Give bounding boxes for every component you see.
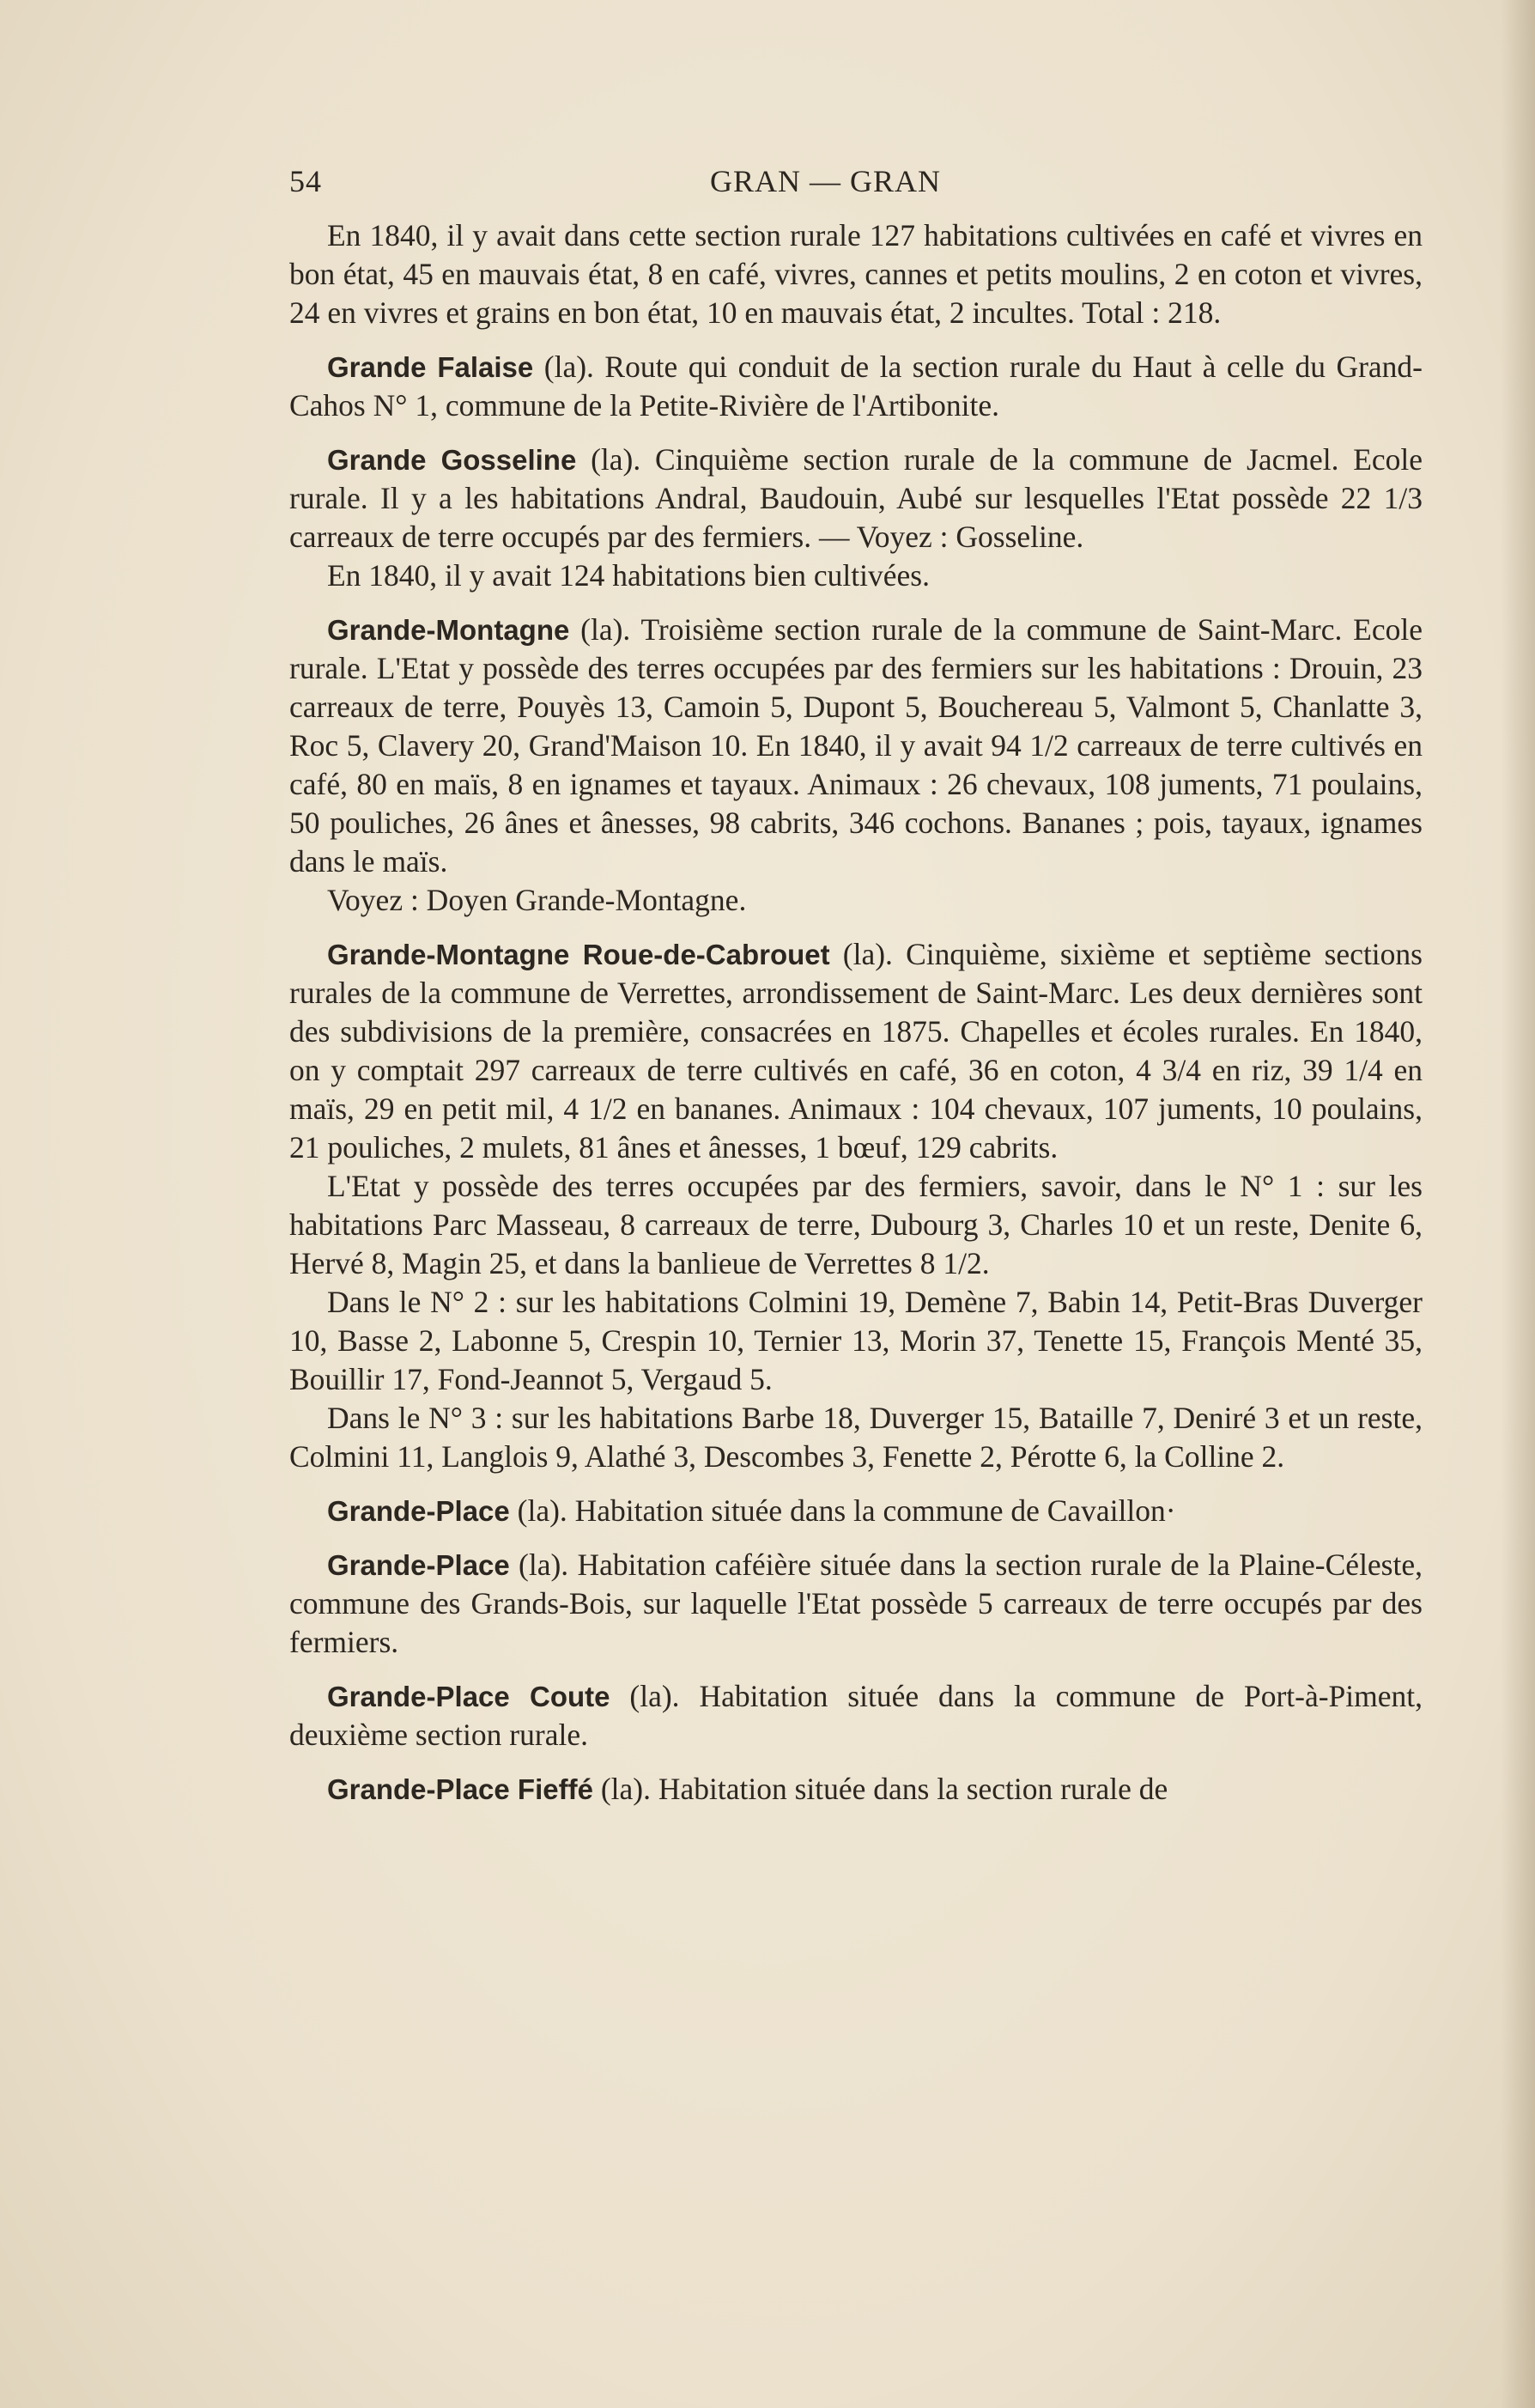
page-edge-shadow [1501, 0, 1535, 2408]
entry-text: Cinquième section rurale de la commune de Jacmel. Ecole rurale. Il y a les habitations Andral, Baudouin, Aubé sur lesquelles l'Etat possède 22 1/3 carreaux de terre occupés par des fermiers. — Voyez : Gosseline. [289, 442, 1423, 554]
entry-grande-place-coute [289, 1677, 1423, 1754]
entry-text: Route qui conduit de la section rurale du Haut à celle du Grand-Cahos N° 1, commune de la Petite-Rivière de l'Artibonite. [289, 350, 1423, 423]
entry-text: Cinquième, sixième et septième sections rurales de la commune de Verrettes, arrondissement de Saint-Marc. Les deux dernières sont des subdivisions de la première, consacrées en 1875. Chapelles et écoles rurales. En 1840, on y comptait 297 carreaux de terre cultivés en café, 36 en coton, 4 3/4 en riz, 39 1/4 en maïs, 29 en petit mil, 4 1/2 en bananes. Animaux : 104 chevaux, 107 juments, 10 poulains, 21 pouliches, 2 mulets, 81 ânes et ânesses, 1 bœuf, 129 cabrits. [289, 937, 1423, 1164]
headword-article: (la). [509, 1493, 567, 1528]
entry-grande-gosseline [289, 441, 1423, 595]
paragraph: Dans le N° 2 : sur les habitations Colmini 19, Demène 7, Babin 14, Petit-Bras Duverger 10, Basse 2, Labonne 5, Crespin 10, Ternier 13, Morin 37, Tenette 15, François Menté 35, Bouillir 17, Fond-Jeannot 5, Vergaud 5. [289, 1285, 1423, 1396]
entry-text: Habitation située dans la commune de Port-à-Piment, deuxième section rurale. [289, 1679, 1423, 1752]
paragraph [289, 348, 1423, 425]
running-head: GRAN — GRAN [710, 164, 942, 198]
headword: Grande-Place Fieffé [327, 1773, 593, 1805]
page-number: 54 [289, 164, 322, 198]
headword: Grande-Place Coute [327, 1681, 610, 1712]
paragraph: L'Etat y possède des terres occupées par des fermiers, savoir, dans le N° 1 : sur les habitations Parc Masseau, 8 carreaux de terre, Dubourg 3, Charles 10 et un reste, Denite 6, Hervé 8, Magin 25, et dans la banlieue de Verrettes 8 1/2. [289, 1169, 1423, 1280]
entry-grande-montagne-roue-de-cabrouet [289, 935, 1423, 1476]
headword: Grande-Place [327, 1495, 510, 1527]
paragraph: En 1840, il y avait dans cette section rurale 127 habitations cultivées en café et vivres en bon état, 45 en mauvais état, 8 en café, vivres, cannes et petits moulins, 2 en coton et vivres, 24 en vivres et grains en bon état, 10 en mauvais état, 2 incultes. Total : 218. [289, 218, 1423, 330]
headword-article: (la). [576, 442, 641, 477]
paragraph [289, 1546, 1423, 1662]
paragraph [289, 611, 1423, 881]
headword: Grande Falaise [327, 351, 534, 383]
entry-continuation [289, 216, 1423, 332]
entry-grande-place-grands-bois [289, 1546, 1423, 1662]
headword: Grande-Montagne [327, 614, 570, 646]
entry-text: Habitation située dans la commune de Cavaillon· [567, 1493, 1176, 1528]
paragraph [289, 1492, 1423, 1530]
paragraph: Dans le N° 3 : sur les habitations Barbe 18, Duverger 15, Bataille 7, Deniré 3 et un reste, Colmini 11, Langlois 9, Alathé 3, Descombes 3, Fenette 2, Pérotte 6, la Colline 2. [289, 1401, 1423, 1474]
headword: Grande-Place [327, 1549, 510, 1581]
entry-grande-place-fieffe [289, 1770, 1423, 1809]
headword-article: (la). [610, 1679, 680, 1713]
entry-grande-montagne [289, 611, 1423, 920]
headword-article: (la). [509, 1548, 569, 1582]
headword-article: (la). [829, 937, 893, 971]
paragraph [289, 935, 1423, 1167]
paragraph: En 1840, il y avait 124 habitations bien cultivées. [327, 558, 930, 593]
entry-text: Habitation située dans la section rurale de [650, 1772, 1168, 1806]
headword-article: (la). [569, 612, 631, 647]
paragraph: Voyez : Doyen Grande-Montagne. [327, 883, 747, 917]
paragraph [289, 1677, 1423, 1754]
paragraph [289, 1770, 1423, 1809]
headword: Grande Gosseline [327, 444, 577, 476]
page-body [289, 216, 1423, 1824]
page-header [289, 163, 1423, 198]
headword-article: (la). [592, 1772, 651, 1806]
headword: Grande-Montagne Roue-de-Cabrouet [327, 939, 830, 970]
headword-article: (la). [533, 350, 594, 384]
paragraph [289, 441, 1423, 556]
entry-grande-place-cavaillon [289, 1492, 1423, 1530]
entry-text: Troisième section rurale de la commune de Saint-Marc. Ecole rurale. L'Etat y possède des terres occupées par des fermiers sur les habitations : Drouin, 23 carreaux de terre, Pouyès 13, Camoin 5, Dupont 5, Bouchereau 5, Valmont 5, Chanlatte 3, Roc 5, Clavery 20, Grand'Maison 10. En 1840, il y avait 94 1/2 carreaux de terre cultivés en café, 80 en maïs, 8 en ignames et tayaux. Animaux : 26 chevaux, 108 juments, 71 poulains, 50 pouliches, 26 ânes et ânesses, 98 cabrits, 346 cochons. Bananes ; pois, tayaux, ignames dans le maïs. [289, 612, 1423, 879]
entry-grande-falaise [289, 348, 1423, 425]
entry-text: Habitation caféière située dans la section rurale de la Plaine-Céleste, commune des Grands-Bois, sur laquelle l'Etat possède 5 carreaux de terre occupés par des fermiers. [289, 1548, 1423, 1659]
